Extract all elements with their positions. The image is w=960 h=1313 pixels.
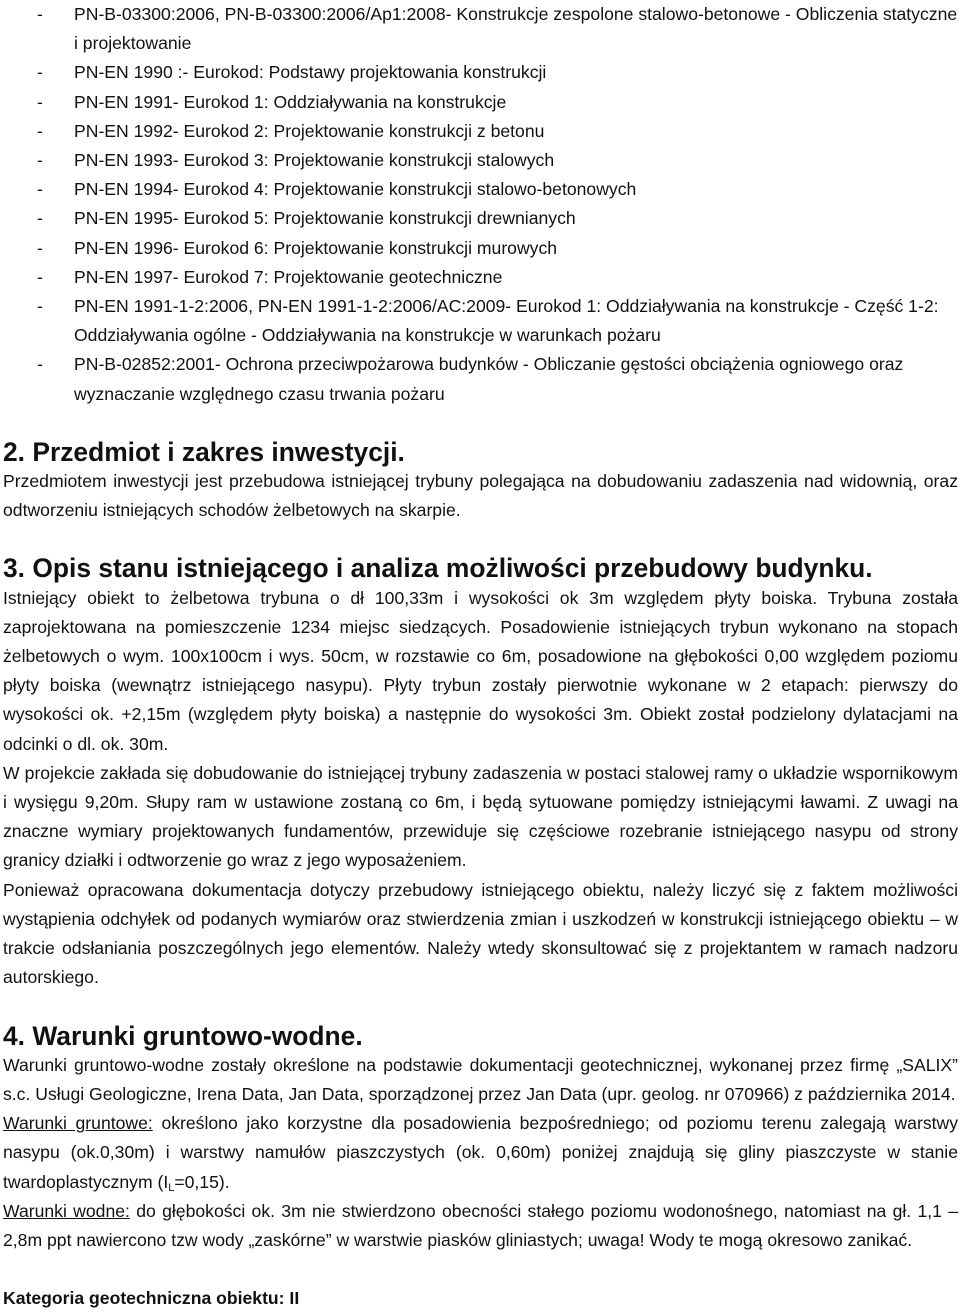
norm-item: [3, 292, 958, 350]
norm-item: [3, 58, 958, 87]
norm-text: PN-EN 1990 :- Eurokod: Podstawy projektowania konstrukcji: [74, 62, 547, 83]
list-dash: -: [37, 237, 43, 258]
section-existing-state: [3, 554, 958, 992]
list-dash: -: [37, 296, 43, 317]
section-paragraph: Warunki gruntowo-wodne zostały określone na podstawie dokumentacji geotechnicznej, wykonanej przez firmę „SALIX” s.c. Usługi Geologiczne, Irena Data, Jan Data, sporządzonej przez Jan Data (upr. geolog. nr 070966) z października 2014.: [3, 1054, 958, 1104]
norm-item: [3, 117, 958, 146]
spacer: [3, 993, 958, 1022]
norm-item: [3, 146, 958, 175]
list-dash: -: [37, 4, 43, 24]
spacer: [3, 409, 958, 438]
section-paragraph: Przedmiotem inwestycji jest przebudowa istniejącej trybuny polegająca na dobudowaniu zadaszenia nad widownią, oraz odtworzeniu istniejących schodów żelbetowych na skarpie.: [3, 471, 958, 521]
list-dash: -: [37, 62, 43, 83]
geotechnical-category: Kategoria geotechniczna obiektu: II: [3, 1288, 300, 1309]
list-dash: -: [37, 208, 43, 229]
section-ground-water: [3, 1022, 958, 1256]
list-dash: -: [37, 266, 43, 287]
norms-list: [3, 0, 958, 409]
norm-item: [3, 263, 958, 292]
ground-conditions-text: określono jako korzystne dla posadowienia bezpośredniego; od poziomu terenu zalegają warstwy nasypu (ok.0,30m) i warstwy namułów piaszczystych (ok. 0,60m) poniżej znajdują się gliny piaszczyste w stanie twardoplastycznym (I: [3, 1113, 959, 1192]
norm-text: PN-EN 1992- Eurokod 2: Projektowanie konstrukcji z betonu: [74, 120, 545, 141]
ground-conditions-end: =0,15).: [174, 1171, 230, 1192]
norm-text: PN-EN 1995- Eurokod 5: Projektowanie konstrukcji drewnianych: [74, 208, 576, 229]
water-conditions-label: Warunki wodne:: [3, 1200, 130, 1221]
section-heading: 4. Warunki gruntowo-wodne.: [3, 1020, 363, 1051]
norm-item: [3, 175, 958, 204]
spacer: [3, 1255, 958, 1284]
list-dash: -: [37, 91, 43, 112]
section-heading: 3. Opis stanu istniejącego i analiza możliwości przebudowy budynku.: [3, 553, 873, 584]
norm-item: [3, 0, 958, 58]
norm-item: [3, 204, 958, 233]
norm-text: PN-EN 1997- Eurokod 7: Projektowanie geotechniczne: [74, 266, 503, 287]
norm-text: PN-B-02852:2001- Ochrona przeciwpożarowa budynków - Obliczanie gęstości obciążenia ogniowego oraz wyznaczanie względnego czasu trwania pożaru: [74, 354, 904, 404]
norm-text: PN-EN 1991-1-2:2006, PN-EN 1991-1-2:2006/AC:2009- Eurokod 1: Oddziaływania na konstrukcje - Część 1-2: Oddziaływania ogólne - Oddziaływania na konstrukcje w warunkach pożaru: [74, 296, 939, 346]
norm-text: PN-B-03300:2006, PN-B-03300:2006/Ap1:2008- Konstrukcje zespolone stalowo-betonowe - Obliczenia statyczne i projektowanie: [74, 4, 958, 54]
section-paragraph: Istniejący obiekt to żelbetowa trybuna o dł 100,33m i wysokości ok 3m względem płyty boiska. Trybuna została zaprojektowana na pomieszczenie 1234 miejsc siedzących. Posadowienie istniejących trybun wykonano na stopach żelbetowych o wym. 100x100cm i wys. 50cm, w rozstawie co 6m, posadowione na głębokości 0,00 względem poziomu płyty boiska (wewnątrz istniejącego nasypu). Płyty trybun zostały pierwotnie wykonane w 2 etapach: pierwszy do wysokości ok. +2,15m (względem płyty boiska) a następnie do wysokości 3m. Obiekt został podzielony dylatacjami na odcinki o dl. ok. 30m.: [3, 587, 958, 754]
norm-text: PN-EN 1994- Eurokod 4: Projektowanie konstrukcji stalowo-betonowych: [74, 179, 637, 200]
ground-conditions-label: Warunki gruntowe:: [3, 1113, 153, 1134]
norm-item: [3, 350, 958, 408]
list-dash: -: [37, 150, 43, 171]
spacer: [3, 525, 958, 554]
liquidity-index-subscript: L: [168, 1181, 175, 1194]
list-dash: -: [37, 354, 43, 375]
water-conditions-paragraph: [3, 1197, 958, 1255]
ground-conditions-paragraph: [3, 1109, 958, 1197]
norm-item: [3, 88, 958, 117]
norm-text: PN-EN 1996- Eurokod 6: Projektowanie konstrukcji murowych: [74, 237, 558, 258]
norm-text: PN-EN 1991- Eurokod 1: Oddziaływania na konstrukcje: [74, 91, 507, 112]
list-dash: -: [37, 179, 43, 200]
list-dash: -: [37, 120, 43, 141]
section-paragraph: W projekcie zakłada się dobudowanie do istniejącej trybuny zadaszenia w postaci stalowej ramy o układzie wspornikowym i wysięgu 9,20m. Słupy ram w ustawione zostaną co 6m, i będą sytuowane pomiędzy istniejącymi ławami. Z uwagi na znaczne wymiary projektowanych fundamentów, przewiduje się częściowe rozebranie istniejącego nasypu od strony granicy działki i odtworzenie go wraz z jego wyposażeniem.: [3, 762, 958, 871]
water-conditions-text: do głębokości ok. 3m nie stwierdzono obecności stałego poziomu wodonośnego, natomiast na gł. 1,1 – 2,8m ppt nawiercono tzw wody „zaskórne” w warstwie piasków gliniastych; uwaga! Wody te mogą okresowo zanikać.: [3, 1200, 959, 1250]
section-heading: 2. Przedmiot i zakres inwestycji.: [3, 436, 405, 467]
norm-item: [3, 234, 958, 263]
section-scope: [3, 438, 958, 526]
section-paragraph: Ponieważ opracowana dokumentacja dotyczy przebudowy istniejącego obiektu, należy liczyć się z faktem możliwości wystąpienia odchyłek od podanych wymiarów oraz stwierdzenia zmian i uszkodzeń w konstrukcji istniejącego obiektu – w trakcie odsłaniania poszczególnych jego elementów. Należy wtedy skonsultować się z projektantem w ramach nadzoru autorskiego.: [3, 879, 958, 988]
norm-text: PN-EN 1993- Eurokod 3: Projektowanie konstrukcji stalowych: [74, 150, 555, 171]
